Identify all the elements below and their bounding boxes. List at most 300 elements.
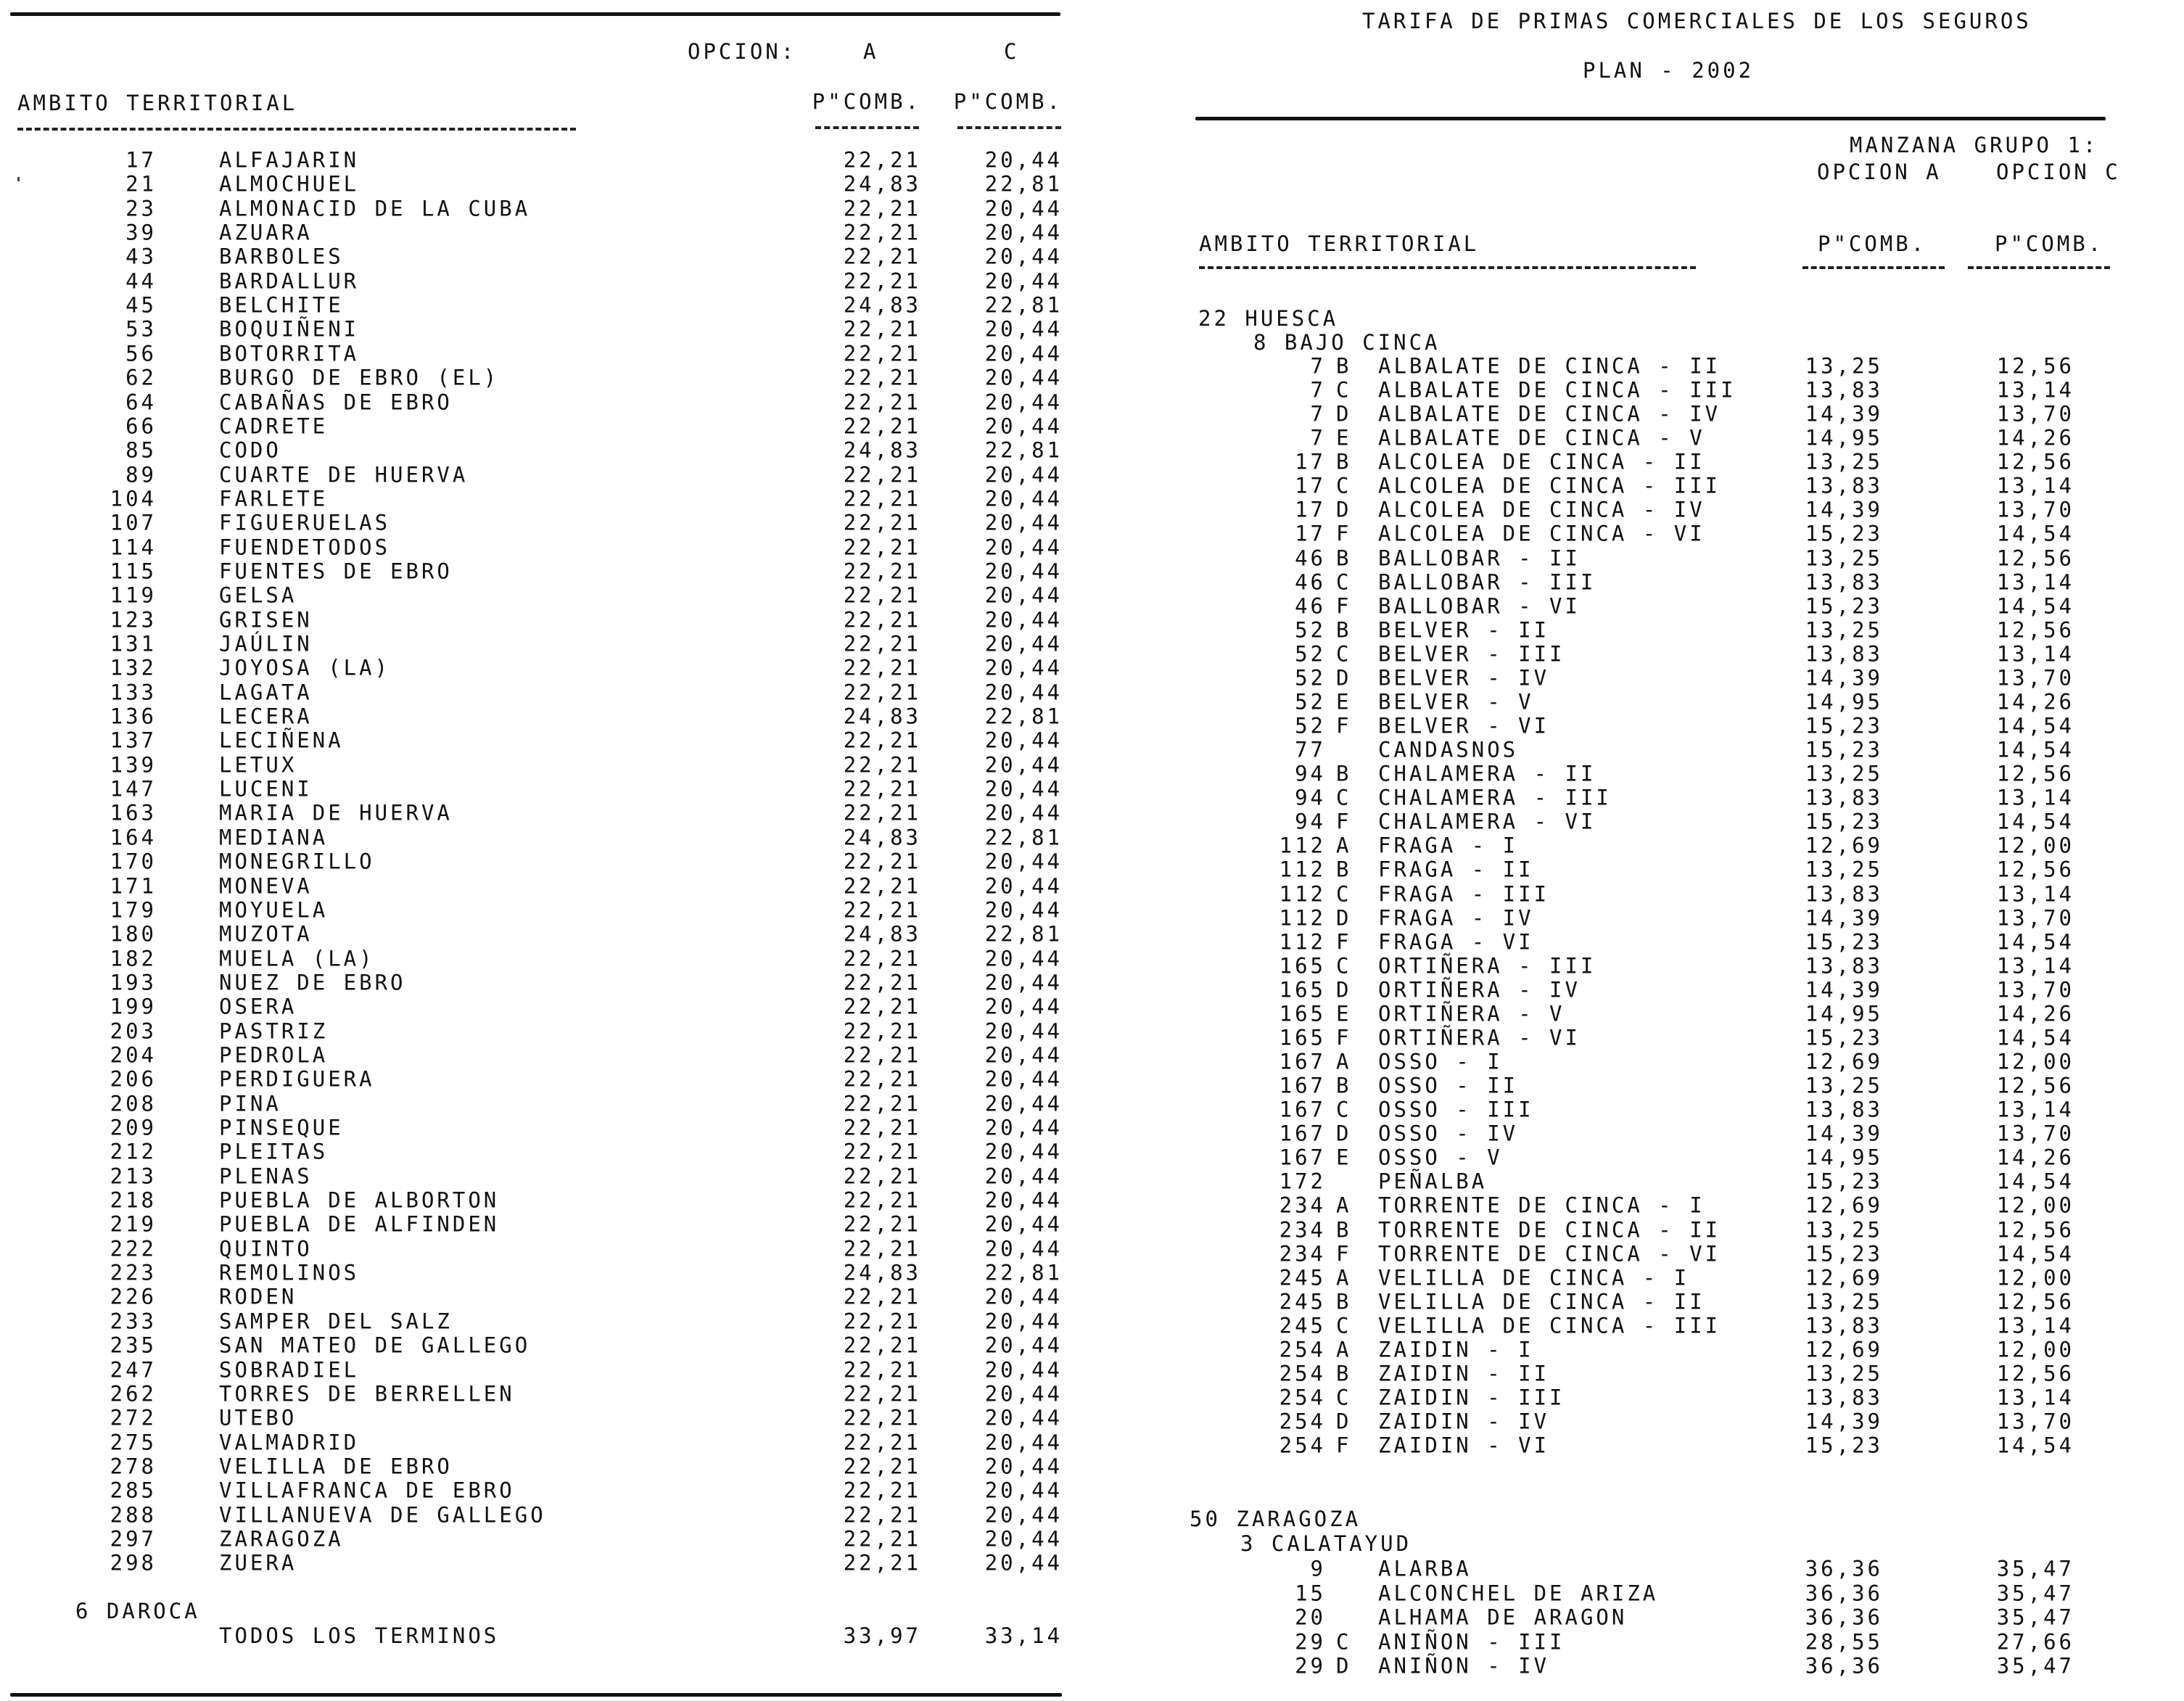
municipality-name: PLENAS: [219, 1163, 313, 1189]
comarca-heading-bajo-cinca: 8 BAJO CINCA: [1253, 330, 1441, 355]
table-row: [0, 874, 1074, 898]
premium-option-a: 36,36: [1805, 1605, 1883, 1630]
zone-letter: F: [1336, 929, 1352, 955]
municipality-code: 234: [1279, 1217, 1326, 1243]
municipality-code: 119: [110, 582, 157, 608]
municipality-name: ZAIDIN - III: [1378, 1385, 1565, 1410]
premium-option-c: 20,44: [984, 1211, 1063, 1237]
municipality-code: 17: [125, 147, 157, 173]
municipality-name: BALLOBAR - VI: [1378, 593, 1581, 619]
municipality-code: 112: [1279, 833, 1326, 858]
premium-option-c: 12,56: [1996, 761, 2074, 786]
municipality-code: 43: [125, 244, 157, 269]
municipality-code: 147: [110, 776, 157, 802]
premium-option-a: 13,25: [1805, 761, 1883, 786]
zone-letter: A: [1336, 1049, 1352, 1074]
table-row: [0, 1430, 1074, 1454]
premium-option-a: 13,25: [1805, 1073, 1883, 1098]
municipality-name: TORRENTE DE CINCA - I: [1378, 1193, 1705, 1218]
premium-option-a: 12,69: [1805, 1193, 1883, 1218]
premium-option-c: 13,14: [1996, 1313, 2074, 1338]
premium-option-a: 22,21: [843, 582, 921, 608]
premium-option-c: 20,44: [984, 1550, 1063, 1576]
premium-option-c: 13,14: [1996, 785, 2074, 810]
premium-option-c: 20,44: [984, 728, 1063, 753]
zone-letter: C: [1336, 1385, 1352, 1410]
premium-option-c: 14,26: [1996, 425, 2074, 450]
premium-option-a: 13,83: [1805, 1313, 1883, 1338]
premium-option-c: 20,44: [984, 776, 1063, 802]
premium-option-c: 13,70: [1996, 497, 2074, 522]
premium-option-a: 22,21: [843, 390, 921, 414]
municipality-name: FRAGA - II: [1378, 857, 1534, 882]
municipality-name: VELILLA DE CINCA - II: [1378, 1289, 1705, 1314]
premium-option-c: 20,44: [984, 220, 1063, 245]
municipality-name: OSSO - IV: [1378, 1121, 1519, 1146]
table-row: [0, 1527, 1074, 1551]
premium-option-c: 12,56: [1996, 1361, 2074, 1386]
table-row: [1161, 714, 2184, 738]
table-row: [0, 1552, 1074, 1576]
zone-letter: B: [1336, 353, 1352, 379]
premium-option-a: 22,21: [843, 1115, 921, 1140]
table-row: [1161, 1655, 2184, 1679]
zone-letter: A: [1336, 1193, 1352, 1218]
municipality-code: 167: [1279, 1097, 1326, 1122]
municipality-code: 163: [110, 800, 157, 825]
premium-option-a: 13,25: [1805, 449, 1883, 474]
municipality-code: 235: [110, 1333, 157, 1358]
all-terms-a: 33,97: [843, 1623, 921, 1648]
table-row: [1161, 642, 2184, 666]
premium-option-c: 22,81: [984, 921, 1063, 947]
premium-option-a: 14,39: [1805, 665, 1883, 691]
municipality-name: PASTRIZ: [219, 1018, 329, 1044]
municipality-code: 29: [1295, 1653, 1326, 1679]
top-rule: [10, 12, 1060, 16]
municipality-name: MUELA (LA): [219, 946, 375, 971]
zone-letter: E: [1336, 689, 1352, 714]
premium-option-c: 13,14: [1996, 953, 2074, 979]
premium-option-c: 20,44: [984, 390, 1063, 414]
table-row: [0, 923, 1074, 947]
municipality-code: 245: [1279, 1265, 1326, 1290]
premium-option-c: 20,44: [984, 1236, 1063, 1261]
municipality-code: 247: [110, 1357, 157, 1382]
municipality-name: MONEVA: [219, 873, 313, 898]
premium-option-a: 13,83: [1805, 569, 1883, 595]
municipality-code: 254: [1279, 1409, 1326, 1434]
col-c-header: P"COMB.: [953, 89, 1063, 114]
premium-option-a: 13,83: [1805, 1385, 1883, 1410]
municipality-code: 275: [110, 1430, 157, 1455]
municipality-name: SAMPER DEL SALZ: [219, 1309, 453, 1334]
premium-option-c: 12,56: [1996, 545, 2074, 571]
premium-option-a: 22,21: [843, 1187, 921, 1213]
zone-letter: B: [1336, 449, 1352, 474]
premium-option-c: 12,00: [1996, 1265, 2074, 1290]
municipality-name: BELVER - IV: [1378, 665, 1550, 691]
table-row: [1161, 858, 2184, 882]
premium-option-a: 22,21: [843, 413, 921, 439]
premium-option-a: 22,21: [843, 897, 921, 923]
plan-year: PLAN - 2002: [1583, 58, 1755, 83]
municipality-name: MEDIANA: [219, 825, 329, 850]
table-row: [1161, 570, 2184, 594]
zone-letter: C: [1336, 641, 1352, 667]
municipality-code: 164: [110, 825, 157, 850]
table-row: [0, 149, 1074, 173]
premium-option-a: 14,39: [1805, 977, 1883, 1002]
municipality-code: 52: [1295, 617, 1326, 643]
table-row: [0, 487, 1074, 511]
premium-option-a: 22,21: [843, 946, 921, 971]
bottom-rule: [10, 1693, 1062, 1697]
municipality-name: REMOLINOS: [219, 1260, 360, 1285]
table-row: [1161, 906, 2184, 930]
municipality-name: BALLOBAR - II: [1378, 545, 1581, 571]
premium-option-a: 24,83: [843, 921, 921, 947]
premium-option-a: 22,21: [843, 1066, 921, 1092]
premium-option-c: 20,44: [984, 970, 1063, 995]
municipality-name: ORTIÑERA - IV: [1378, 977, 1581, 1002]
municipality-code: 9: [1310, 1556, 1326, 1581]
premium-option-c: 14,54: [1996, 1241, 2074, 1267]
zone-letter: C: [1336, 569, 1352, 595]
municipality-name: NUEZ DE EBRO: [219, 970, 406, 995]
premium-option-c: 14,26: [1996, 689, 2074, 714]
zone-letter: B: [1336, 545, 1352, 571]
premium-option-c: 12,56: [1996, 449, 2074, 474]
premium-option-c: 20,44: [984, 582, 1063, 608]
municipality-name: ALBALATE DE CINCA - V: [1378, 425, 1705, 450]
table-row: [1161, 738, 2184, 762]
municipality-code: 254: [1279, 1337, 1326, 1362]
premium-option-c: 20,44: [984, 752, 1063, 778]
table-row: [1161, 474, 2184, 498]
zone-letter: C: [1336, 881, 1352, 907]
zone-letter: A: [1336, 833, 1352, 858]
table-row: [1161, 1050, 2184, 1074]
premium-option-a: 22,21: [843, 220, 921, 245]
col-a-underline: [1802, 266, 1945, 269]
table-row: [0, 1092, 1074, 1116]
zone-letter: B: [1336, 857, 1352, 882]
municipality-name: ZAIDIN - VI: [1378, 1433, 1550, 1458]
municipality-code: 52: [1295, 641, 1326, 667]
premium-option-c: 20,44: [984, 268, 1063, 294]
table-row: [1161, 546, 2184, 570]
municipality-name: UTEBO: [219, 1405, 297, 1430]
municipality-code: 272: [110, 1405, 157, 1430]
premium-option-a: 22,21: [843, 800, 921, 825]
table-row: [1161, 978, 2184, 1002]
table-row: [1161, 1362, 2184, 1385]
premium-option-c: 20,44: [984, 1357, 1063, 1382]
premium-option-a: 13,83: [1805, 473, 1883, 498]
premium-option-a: 15,23: [1805, 593, 1883, 619]
province-heading-zaragoza: 50 ZARAGOZA: [1190, 1507, 1361, 1531]
municipality-code: 46: [1295, 569, 1326, 595]
premium-option-c: 20,44: [984, 849, 1063, 874]
ambito-underline: [17, 128, 576, 131]
municipality-name: ALCOLEA DE CINCA - IV: [1378, 497, 1705, 522]
table-row: [0, 1019, 1074, 1043]
table-row: [1161, 1434, 2184, 1458]
premium-option-a: 15,23: [1805, 809, 1883, 834]
zone-letter: B: [1336, 1073, 1352, 1098]
municipality-name: CODO: [219, 437, 281, 463]
table-row: [1161, 594, 2184, 618]
municipality-name: PINA: [219, 1091, 281, 1116]
municipality-name: OSSO - II: [1378, 1073, 1519, 1098]
premium-option-a: 22,21: [843, 316, 921, 342]
table-row: [1161, 1290, 2184, 1314]
zone-letter: C: [1336, 473, 1352, 498]
zone-letter: C: [1336, 785, 1352, 810]
municipality-code: 133: [110, 680, 157, 705]
zone-letter: B: [1336, 617, 1352, 643]
municipality-name: FARLETE: [219, 486, 329, 511]
municipality-code: 170: [110, 849, 157, 874]
municipality-code: 167: [1279, 1073, 1326, 1098]
municipality-code: 204: [110, 1042, 157, 1068]
table-row: [0, 439, 1074, 463]
municipality-name: MOYUELA: [219, 897, 329, 923]
province-heading-huesca: 22 HUESCA: [1198, 306, 1339, 331]
premium-option-c: 20,44: [984, 316, 1063, 342]
zone-letter: A: [1336, 1265, 1352, 1290]
table-row: [1161, 355, 2184, 379]
municipality-name: ZUERA: [219, 1550, 297, 1576]
premium-option-c: 20,44: [984, 1502, 1063, 1528]
table-row: [0, 850, 1074, 874]
premium-option-a: 14,39: [1805, 905, 1883, 931]
zone-letter: A: [1336, 1337, 1352, 1362]
municipality-name: PEÑALBA: [1378, 1169, 1488, 1194]
premium-option-c: 13,70: [1996, 977, 2074, 1002]
premium-option-a: 22,21: [843, 631, 921, 656]
municipality-name: VELILLA DE CINCA - III: [1378, 1313, 1721, 1338]
municipality-code: 165: [1279, 1025, 1326, 1050]
table-row: [1161, 1606, 2184, 1630]
municipality-name: BARDALLUR: [219, 268, 360, 294]
premium-option-c: 14,54: [1996, 929, 2074, 955]
table-row: [1161, 810, 2184, 834]
premium-option-a: 22,21: [843, 1236, 921, 1261]
municipality-name: ALCOLEA DE CINCA - II: [1378, 449, 1705, 474]
premium-option-a: 14,95: [1805, 1145, 1883, 1170]
premium-option-c: 12,56: [1996, 1289, 2074, 1314]
premium-option-c: 14,54: [1996, 809, 2074, 834]
table-row: [0, 1454, 1074, 1478]
premium-option-a: 22,21: [843, 1139, 921, 1164]
premium-option-c: 12,00: [1996, 1337, 2074, 1362]
opcion-c-label: C: [1004, 39, 1020, 64]
premium-option-a: 22,21: [843, 1454, 921, 1479]
table-row: [1161, 1386, 2184, 1410]
municipality-code: 56: [125, 341, 157, 366]
table-row: [0, 705, 1074, 729]
premium-option-a: 22,21: [843, 268, 921, 294]
zone-letter: F: [1336, 593, 1352, 619]
premium-option-c: 14,54: [1996, 593, 2074, 619]
table-row: [1161, 1002, 2184, 1026]
premium-option-c: 20,44: [984, 994, 1063, 1019]
premium-option-a: 13,25: [1805, 857, 1883, 882]
municipality-name: VALMADRID: [219, 1430, 360, 1455]
premium-option-c: 20,44: [984, 1284, 1063, 1309]
premium-option-c: 20,44: [984, 365, 1063, 390]
municipality-code: 53: [125, 316, 157, 342]
premium-option-c: 20,44: [984, 800, 1063, 825]
zone-letter: D: [1336, 401, 1352, 427]
municipality-code: 131: [110, 631, 157, 656]
municipality-code: 20: [1295, 1605, 1326, 1630]
municipality-code: 29: [1295, 1629, 1326, 1654]
table-row: [1161, 666, 2184, 690]
premium-option-a: 13,83: [1805, 785, 1883, 810]
table-row: [0, 1189, 1074, 1213]
municipality-name: BURGO DE EBRO (EL): [219, 365, 500, 390]
premium-option-a: 13,25: [1805, 545, 1883, 571]
municipality-code: 7: [1310, 401, 1326, 427]
table-row: [0, 778, 1074, 802]
ambito-header: AMBITO TERRITORIAL: [1199, 231, 1480, 256]
municipality-code: 139: [110, 752, 157, 778]
table-row: [1161, 379, 2184, 403]
table-row: [0, 1334, 1074, 1358]
table-row: [1161, 1194, 2184, 1218]
premium-option-a: 13,83: [1805, 377, 1883, 403]
premium-option-c: 20,44: [984, 1066, 1063, 1092]
premium-option-c: 20,44: [984, 631, 1063, 656]
table-row: [1161, 762, 2184, 786]
municipality-name: VELILLA DE CINCA - I: [1378, 1265, 1690, 1290]
table-row: [1161, 1266, 2184, 1290]
table-row: [0, 1503, 1074, 1527]
municipality-code: 17: [1295, 497, 1326, 522]
opcion-a-label: A: [863, 39, 879, 64]
municipality-name: ALARBA: [1378, 1556, 1472, 1581]
premium-option-a: 36,36: [1805, 1581, 1883, 1605]
premium-option-c: 20,44: [984, 1163, 1063, 1189]
zone-letter: F: [1336, 1025, 1352, 1050]
table-row: [1161, 954, 2184, 978]
table-row: [1161, 1410, 2184, 1434]
municipality-name: VELILLA DE EBRO: [219, 1454, 453, 1479]
municipality-name: VILLAFRANCA DE EBRO: [219, 1478, 515, 1503]
premium-option-a: 13,83: [1805, 953, 1883, 979]
premium-option-a: 13,25: [1805, 1289, 1883, 1314]
premium-option-a: 36,36: [1805, 1556, 1883, 1581]
municipality-name: BELVER - VI: [1378, 713, 1550, 738]
municipality-name: FUENTES DE EBRO: [219, 559, 453, 584]
zone-letter: D: [1336, 1409, 1352, 1434]
premium-option-a: 14,39: [1805, 1121, 1883, 1146]
premium-option-c: 20,44: [984, 680, 1063, 705]
table-row: [1161, 403, 2184, 427]
table-row: [1161, 1218, 2184, 1242]
municipality-code: 77: [1295, 737, 1326, 762]
table-row: [0, 1164, 1074, 1188]
municipality-code: 262: [110, 1381, 157, 1406]
premium-option-c: 13,14: [1996, 641, 2074, 667]
municipality-code: 298: [110, 1550, 157, 1576]
table-row: [1161, 1170, 2184, 1194]
municipality-code: 7: [1310, 353, 1326, 379]
premium-option-c: 14,54: [1996, 1025, 2074, 1050]
premium-option-c: 20,44: [984, 510, 1063, 535]
municipality-name: PERDIGUERA: [219, 1066, 375, 1092]
municipality-name: TORRENTE DE CINCA - VI: [1378, 1241, 1721, 1267]
municipality-code: 167: [1279, 1049, 1326, 1074]
municipality-code: 206: [110, 1066, 157, 1092]
premium-option-c: 12,00: [1996, 1193, 2074, 1218]
premium-option-c: 27,66: [1996, 1629, 2074, 1654]
municipality-code: 89: [125, 462, 157, 487]
municipality-name: FRAGA - IV: [1378, 905, 1534, 931]
premium-option-a: 13,83: [1805, 641, 1883, 667]
municipality-code: 165: [1279, 977, 1326, 1002]
table-row: [0, 633, 1074, 656]
municipality-code: 234: [1279, 1193, 1326, 1218]
opcion-c-label: OPCION C: [1996, 160, 2121, 184]
premium-option-c: 20,44: [984, 1018, 1063, 1044]
premium-option-a: 22,21: [843, 462, 921, 487]
premium-option-a: 15,23: [1805, 1025, 1883, 1050]
municipality-name: ORTIÑERA - VI: [1378, 1025, 1581, 1050]
premium-option-c: 14,26: [1996, 1145, 2074, 1170]
table-row: [0, 173, 1074, 197]
zone-letter: C: [1336, 1097, 1352, 1122]
zone-letter: D: [1336, 1653, 1352, 1679]
municipality-name: CADRETE: [219, 413, 329, 439]
zone-letter: D: [1336, 1121, 1352, 1146]
col-c-underline: [957, 126, 1061, 129]
municipality-code: 219: [110, 1211, 157, 1237]
municipality-name: BELVER - V: [1378, 689, 1534, 714]
premium-option-a: 13,25: [1805, 353, 1883, 379]
table-row: [1161, 1314, 2184, 1338]
premium-option-c: 14,54: [1996, 713, 2074, 738]
municipality-name: GELSA: [219, 582, 297, 608]
zone-letter: D: [1336, 977, 1352, 1002]
municipality-name: ALHAMA DE ARAGON: [1378, 1605, 1628, 1630]
premium-option-c: 12,56: [1996, 617, 2074, 643]
table-row: [0, 802, 1074, 825]
premium-option-a: 22,21: [843, 680, 921, 705]
table-row: [0, 680, 1074, 704]
municipality-code: 167: [1279, 1121, 1326, 1146]
municipality-code: 123: [110, 607, 157, 633]
premium-option-a: 24,83: [843, 171, 921, 197]
municipality-code: 39: [125, 220, 157, 245]
municipality-code: 17: [1295, 521, 1326, 546]
premium-option-a: 15,23: [1805, 737, 1883, 762]
table-row: [0, 221, 1074, 245]
municipality-name: TORRENTE DE CINCA - II: [1378, 1217, 1721, 1243]
premium-option-a: 22,21: [843, 510, 921, 535]
municipality-code: 114: [110, 535, 157, 560]
municipality-code: 52: [1295, 713, 1326, 738]
premium-option-c: 20,44: [984, 196, 1063, 221]
municipality-name: BELVER - III: [1378, 641, 1565, 667]
table-row: [0, 197, 1074, 221]
municipality-name: ORTIÑERA - V: [1378, 1001, 1565, 1026]
zone-letter: F: [1336, 713, 1352, 738]
table-row: [0, 390, 1074, 414]
